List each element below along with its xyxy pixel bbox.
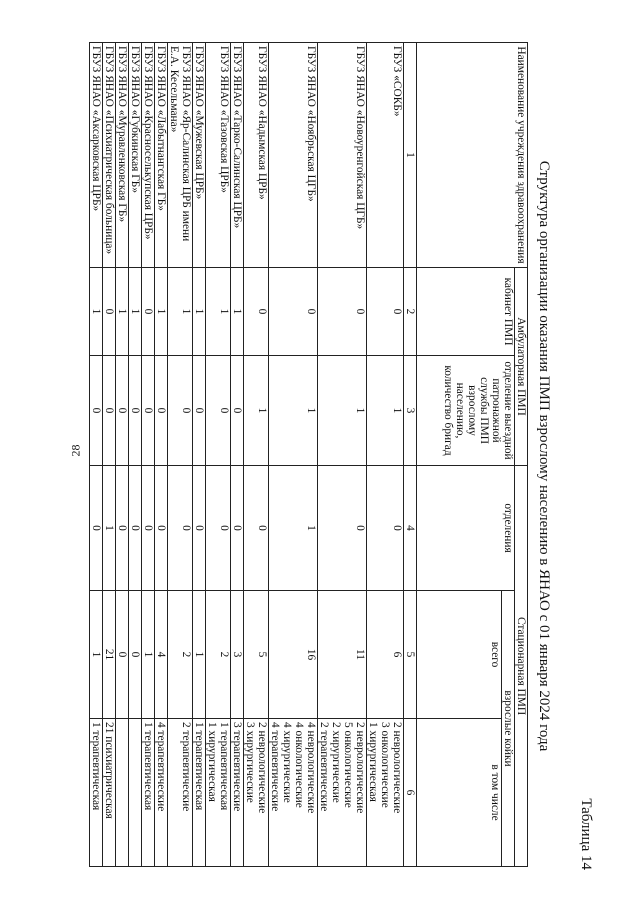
row-mobile-teams: 1: [367, 356, 404, 466]
table-row: [129, 43, 142, 867]
row-cabinet-count: 1: [231, 268, 244, 356]
row-institution-name: ГБУЗ ЯНАО «Муравленковская ГБ»: [116, 43, 129, 268]
row-beds-total: 3: [231, 591, 244, 719]
row-mobile-teams: 0: [90, 356, 103, 466]
beds-profile-line: 1 терапевтическая: [142, 722, 154, 811]
table-row: [90, 43, 103, 867]
row-beds-total: 21: [103, 591, 116, 719]
row-beds-including: [193, 719, 206, 867]
beds-profile-line: 4 хирургические: [281, 722, 293, 803]
document-title: Структура организации оказания ПМП взрослому населению в ЯНАО с 01 января 2024 года: [536, 160, 552, 752]
row-cabinet-count: 1: [206, 268, 231, 356]
row-departments: 1: [103, 466, 116, 591]
row-beds-total: 0: [129, 591, 142, 719]
row-departments: 0: [193, 466, 206, 591]
beds-profile-line: 1 хирургическая: [367, 722, 379, 802]
row-beds-total: 6: [367, 591, 404, 719]
row-beds-including: [231, 719, 244, 867]
pmp-structure-table: [89, 42, 528, 867]
row-beds-total: 1: [90, 591, 103, 719]
beds-profile-line: 1 терапевтическая: [193, 722, 205, 811]
row-institution-name: ГБУЗ ЯНАО «Яр-Салинская ЦРБ имени Е.А. Кесельмана»: [168, 43, 193, 268]
row-cabinet-count: 0: [269, 268, 318, 356]
row-beds-including: [142, 719, 155, 867]
header-stationary: Стационарная ПМП: [515, 466, 528, 867]
row-mobile-teams: 1: [244, 356, 269, 466]
header-departments: отделения: [417, 466, 515, 591]
row-beds-total: 1: [142, 591, 155, 719]
row-cabinet-count: 0: [142, 268, 155, 356]
row-institution-name: ГБУЗ ЯНАО «Тазовская ЦРБ»: [206, 43, 231, 268]
column-number: 2: [404, 268, 417, 356]
beds-profile-line: 1 хирургическая: [206, 722, 218, 802]
table-row: [142, 43, 155, 867]
row-mobile-teams: 0: [206, 356, 231, 466]
row-beds-total: 0: [116, 591, 129, 719]
header-mobile-department: отделение выездной патронажной службы ПМП взрослому населению, количество бригад: [417, 356, 515, 466]
row-cabinet-count: 1: [193, 268, 206, 356]
beds-profile-line: 1 терапевтическая: [218, 722, 230, 811]
column-number: 5: [404, 591, 417, 719]
row-institution-name: ГБУЗ ЯНАО «Аксарковская ЦРБ»: [90, 43, 103, 268]
row-institution-name: ГБУЗ ЯНАО «Новоуренгойская ЦГБ»: [318, 43, 367, 268]
beds-profile-line: 4 терапевтические: [269, 722, 281, 812]
row-departments: 0: [155, 466, 168, 591]
row-cabinet-count: 0: [367, 268, 404, 356]
row-institution-name: ГБУЗ ЯНАО «Лабытнангская ГБ»: [155, 43, 168, 268]
row-beds-total: 1: [193, 591, 206, 719]
row-beds-total: 2: [168, 591, 193, 719]
row-departments: 1: [269, 466, 318, 591]
row-beds-including: [269, 719, 318, 867]
row-departments: 0: [318, 466, 367, 591]
beds-profile-line: 2 неврологические: [354, 722, 366, 814]
beds-profile-line: 2 неврологические: [391, 722, 403, 814]
table-body: [90, 43, 404, 867]
row-cabinet-count: 1: [168, 268, 193, 356]
row-mobile-teams: 0: [142, 356, 155, 466]
column-number: 4: [404, 466, 417, 591]
row-departments: 0: [90, 466, 103, 591]
row-departments: 0: [244, 466, 269, 591]
row-beds-including: [129, 719, 142, 867]
beds-profile-line: 2 терапевтические: [180, 722, 192, 812]
row-mobile-teams: 0: [231, 356, 244, 466]
row-mobile-teams: 0: [103, 356, 116, 466]
row-mobile-teams: 0: [129, 356, 142, 466]
row-departments: 0: [206, 466, 231, 591]
table-row: [116, 43, 129, 867]
column-number: 3: [404, 356, 417, 466]
row-beds-total: 16: [269, 591, 318, 719]
row-cabinet-count: 1: [129, 268, 142, 356]
row-departments: 0: [231, 466, 244, 591]
row-institution-name: ГБУЗ ЯНАО «Тарко-Салинская ЦРБ»: [231, 43, 244, 268]
row-mobile-teams: 1: [269, 356, 318, 466]
row-institution-name: ГБУЗ «СОКБ»: [367, 43, 404, 268]
row-beds-total: 5: [244, 591, 269, 719]
column-number: 6: [404, 719, 417, 867]
beds-profile-line: 4 онкологические: [293, 722, 305, 808]
table-row: [244, 43, 269, 867]
row-mobile-teams: 0: [155, 356, 168, 466]
row-cabinet-count: 1: [90, 268, 103, 356]
beds-profile-line: 2 терапевтические: [318, 722, 330, 812]
beds-profile-line: 21 психиатрическая: [103, 722, 115, 819]
row-beds-including: [367, 719, 404, 867]
row-institution-name: ГБУЗ ЯНАО «Мужевская ЦРБ»: [193, 43, 206, 268]
row-institution-name: ГБУЗ ЯНАО «Надымская ЦРБ»: [244, 43, 269, 268]
header-institution-name: Наименование учреждения здравоохранения: [417, 43, 528, 268]
row-departments: 0: [367, 466, 404, 591]
row-beds-including: [90, 719, 103, 867]
row-departments: 0: [142, 466, 155, 591]
rotated-page-content: [90, 38, 596, 874]
row-departments: 0: [168, 466, 193, 591]
row-institution-name: ГБУЗ ЯНАО «Психиатрическая больница»: [103, 43, 116, 268]
row-departments: 0: [129, 466, 142, 591]
row-institution-name: ГБУЗ ЯНАО «Красноселькупская ЦРБ»: [142, 43, 155, 268]
beds-profile-line: 2 неврологические: [256, 722, 268, 814]
row-institution-name: ГБУЗ ЯНАО «Губкинская ГБ»: [129, 43, 142, 268]
row-cabinet-count: 0: [103, 268, 116, 356]
beds-profile-line: 2 хирургические: [330, 722, 342, 803]
table-row: [231, 43, 244, 867]
table-row: [155, 43, 168, 867]
table-row: [318, 43, 367, 867]
row-beds-including: [318, 719, 367, 867]
beds-profile-line: 4 неврологические: [305, 722, 317, 814]
header-including: в том числе: [417, 719, 502, 867]
table-row: [206, 43, 231, 867]
row-cabinet-count: 0: [318, 268, 367, 356]
row-beds-including: [206, 719, 231, 867]
row-cabinet-count: 1: [155, 268, 168, 356]
beds-profile-line: 3 онкологические: [379, 722, 391, 808]
row-mobile-teams: 0: [168, 356, 193, 466]
row-beds-total: 2: [206, 591, 231, 719]
table-caption: Таблица 14: [578, 798, 594, 870]
row-beds-including: [244, 719, 269, 867]
row-beds-total: 11: [318, 591, 367, 719]
row-beds-including: [103, 719, 116, 867]
header-ambulatory: Амбулаторная ПМП: [515, 268, 528, 466]
row-beds-including: [116, 719, 129, 867]
header-adult-beds: взрослые койки: [502, 591, 515, 867]
row-mobile-teams: 1: [318, 356, 367, 466]
header-cabinet: кабинет ПМП: [417, 268, 515, 356]
beds-profile-line: 3 терапевтические: [231, 722, 243, 812]
row-cabinet-count: 0: [244, 268, 269, 356]
row-departments: 0: [116, 466, 129, 591]
beds-profile-line: 1 терапевтическая: [90, 722, 102, 811]
row-beds-including: [168, 719, 193, 867]
beds-profile-line: 5 онкологические: [342, 722, 354, 808]
page-number: 28: [68, 444, 83, 457]
beds-profile-line: 4 терапевтические: [155, 722, 167, 812]
row-mobile-teams: 0: [116, 356, 129, 466]
row-cabinet-count: 1: [116, 268, 129, 356]
table-row: [168, 43, 193, 867]
row-mobile-teams: 0: [193, 356, 206, 466]
row-beds-total: 4: [155, 591, 168, 719]
table-row: [367, 43, 404, 867]
header-total: всего: [417, 591, 502, 719]
table-row: [103, 43, 116, 867]
row-institution-name: ГБУЗ ЯНАО «Ноябрьская ЦГБ»: [269, 43, 318, 268]
column-number: 1: [404, 43, 417, 268]
table-row: [193, 43, 206, 867]
beds-profile-line: 3 хирургические: [244, 722, 256, 803]
table-row: [269, 43, 318, 867]
row-beds-including: [155, 719, 168, 867]
